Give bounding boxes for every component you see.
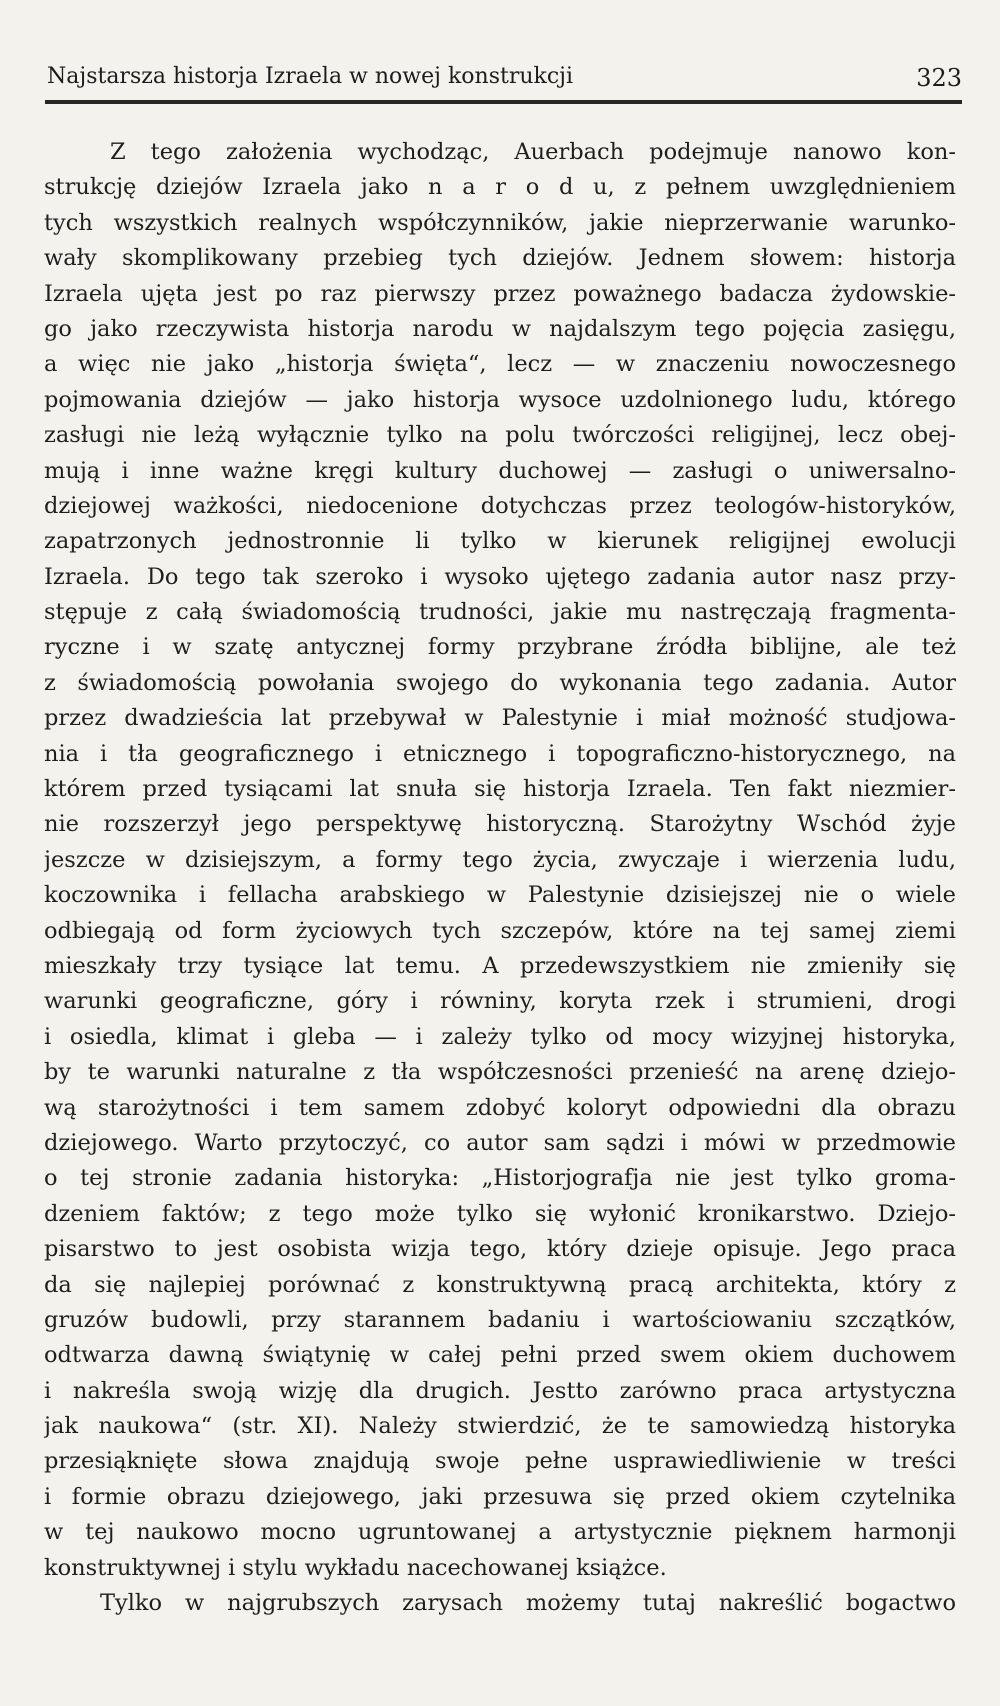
header-rule xyxy=(45,100,962,104)
text-line: strukcję dziejów Izraela jako n a r o d u, z pełnem uwzględnieniem xyxy=(44,174,956,201)
text-line: Z tego założenia wychodząc, Auerbach podejmuje nanowo kon- xyxy=(110,139,956,165)
text-line: by te warunki naturalne z tła współczesności przenieść na arenę dziejo- xyxy=(44,1059,956,1086)
running-title: Najstarsza historja Izraela w nowej konstrukcji xyxy=(47,64,574,89)
text-line: odbiegają od form życiowych tych szczepów, które na tej samej ziemi xyxy=(44,917,956,944)
text-line: da się najlepiej porównać z konstruktywną pracą architekta, który z xyxy=(44,1271,956,1298)
text-line: a więc nie jako „historja święta“, lecz — w znaczeniu nowoczesnego xyxy=(44,351,956,378)
text-line: Tylko w najgrubszych zarysach możemy tutaj nakreślić bogactwo xyxy=(100,1590,956,1617)
text-line: o tej stronie zadania historyka: „Historjografja nie jest tylko groma- xyxy=(44,1165,956,1192)
text-line: jeszcze w dzisiejszym, a formy tego życia, zwyczaje i wierzenia ludu, xyxy=(44,846,956,873)
text-line: jak naukowa“ (str. XI). Należy stwierdzić, że te samowiedzą historyka xyxy=(44,1413,956,1440)
text-line: dzeniem faktów; z tego może tylko się wyłonić kronikarstwo. Dziejo- xyxy=(44,1200,956,1227)
text-line: i nakreśla swoją wizję dla drugich. Jestto zarówno praca artystyczna xyxy=(44,1377,956,1404)
text-line: wą starożytności i tem samem zdobyć koloryt odpowiedni dla obrazu xyxy=(44,1094,956,1121)
page-number: 323 xyxy=(916,64,962,92)
text-line: wały skomplikowany przebieg tych dziejów. Jednem słowem: historja xyxy=(44,245,956,272)
text-line: przesiąknięte słowa znajdują swoje pełne usprawiedliwienie w treści xyxy=(44,1448,956,1475)
text-line: koczownika i fellacha arabskiego w Palestynie dzisiejszej nie o wiele xyxy=(44,882,956,909)
text-line: dziejowej ważkości, niedocenione dotychczas przez teologów-historyków, xyxy=(44,492,956,519)
text-line: tych wszystkich realnych współczynników, jakie nieprzerwanie warunko- xyxy=(44,209,956,236)
text-line: w tej naukowo mocno ugruntowanej a artystycznie pięknem harmonji xyxy=(44,1519,956,1546)
text-line: stępuje z całą świadomością trudności, jakie mu nastręczają fragmenta- xyxy=(44,599,956,626)
text-line: mieszkały trzy tysiące lat temu. A przedewszystkiem nie zmieniły się xyxy=(44,952,956,979)
text-line: konstruktywnej i stylu wykładu nacechowanej książce. xyxy=(44,1554,667,1581)
text-line: nie rozszerzył jego perspektywę historyczną. Starożytny Wschód żyje xyxy=(44,811,956,838)
text-line: mują i inne ważne kręgi kultury duchowej — zasługi o uniwersalno- xyxy=(44,457,956,484)
text-line: Izraela ujęta jest po raz pierwszy przez poważnego badacza żydowskie- xyxy=(44,280,956,307)
text-line: z świadomością powołania swojego do wykonania tego zadania. Autor xyxy=(44,669,956,696)
page-header xyxy=(47,64,962,104)
text-line: dziejowego. Warto przytoczyć, co autor sam sądzi i mówi w przedmowie xyxy=(44,1129,956,1156)
text-line: gruzów budowli, przy starannem badaniu i wartościowaniu szczątków, xyxy=(44,1306,956,1333)
text-line: Izraela. Do tego tak szeroko i wysoko ujętego zadania autor nasz przy- xyxy=(44,563,956,590)
text-line: ryczne i w szatę antycznej formy przybrane źródła biblijne, ale też xyxy=(44,634,956,661)
text-line: zapatrzonych jednostronnie li tylko w kierunek religijnej ewolucji xyxy=(44,528,956,555)
text-line: pojmowania dziejów — jako historja wysoce uzdolnionego ludu, którego xyxy=(44,386,956,413)
text-line: warunki geograficzne, góry i równiny, koryta rzek i strumieni, drogi xyxy=(44,988,956,1015)
text-line: go jako rzeczywista historja narodu w najdalszym tego pojęcia zasięgu, xyxy=(44,315,956,342)
text-line: i formie obrazu dziejowego, jaki przesuwa się przed okiem czytelnika xyxy=(44,1483,956,1510)
text-line: którem przed tysiącami lat snuła się historja Izraela. Ten fakt niezmier- xyxy=(44,776,956,803)
text-line: pisarstwo to jest osobista wizja tego, który dzieje opisuje. Jego praca xyxy=(44,1236,956,1263)
text-line: nia i tła geograficznego i etnicznego i topograficzno-historycznego, na xyxy=(44,740,956,767)
text-line: odtwarza dawną świątynię w całej pełni przed swem okiem duchowem xyxy=(44,1342,956,1369)
text-line: przez dwadzieścia lat przebywał w Palestynie i miał możność studjowa- xyxy=(44,705,956,732)
text-line: i osiedla, klimat i gleba — i zależy tylko od mocy wizyjnej historyka, xyxy=(44,1023,956,1050)
text-line: zasługi nie leżą wyłącznie tylko na polu twórczości religijnej, lecz obej- xyxy=(44,422,956,449)
body-text xyxy=(44,135,956,1621)
